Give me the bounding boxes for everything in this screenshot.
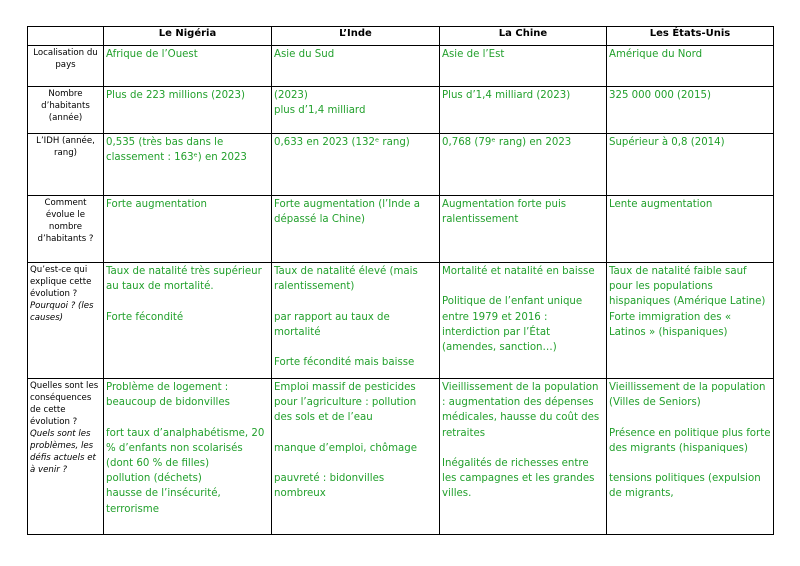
row-label-causes: Qu’est-ce qui explique cette évolution ? Pourquoi ? (les causes) xyxy=(28,263,104,379)
comparison-table xyxy=(27,26,774,535)
row-label-habitants: Nombre d’habitants (année) xyxy=(28,87,104,134)
header-etats-unis: Les États-Unis xyxy=(607,27,774,46)
row-label-evolution: Comment évolue le nombre d’habitants ? xyxy=(28,196,104,263)
header-inde: L’Inde xyxy=(272,27,440,46)
cell-inde-causes: Taux de natalité élevé (mais ralentissement) par rapport au taux de mortalité Forte fécondité mais baisse xyxy=(272,263,440,379)
row-habitants xyxy=(28,87,774,134)
cell-etats-unis-evolution: Lente augmentation xyxy=(607,196,774,263)
cell-nigeria-idh: 0,535 (très bas dans le classement : 163ᵉ) en 2023 xyxy=(104,134,272,196)
cell-inde-idh: 0,633 en 2023 (132ᵉ rang) xyxy=(272,134,440,196)
row-causes xyxy=(28,263,774,379)
cell-etats-unis-localisation: Amérique du Nord xyxy=(607,46,774,87)
row-label-idh: L’IDH (année, rang) xyxy=(28,134,104,196)
cell-chine-idh: 0,768 (79ᵉ rang) en 2023 xyxy=(440,134,607,196)
header-nigeria: Le Nigéria xyxy=(104,27,272,46)
header-row xyxy=(28,27,774,46)
cell-etats-unis-consequences: Vieillissement de la population (Villes de Seniors) Présence en politique plus forte des migrants (hispaniques) tensions politiques (expulsion de migrants, xyxy=(607,379,774,535)
cell-nigeria-habitants: Plus de 223 millions (2023) xyxy=(104,87,272,134)
header-empty xyxy=(28,27,104,46)
row-label-consequences: Quelles sont les conséquences de cette évolution ? Quels sont les problèmes, les défis actuels et à venir ? xyxy=(28,379,104,535)
cell-etats-unis-idh: Supérieur à 0,8 (2014) xyxy=(607,134,774,196)
cell-nigeria-localisation: Afrique de l’Ouest xyxy=(104,46,272,87)
cell-chine-evolution: Augmentation forte puis ralentissement xyxy=(440,196,607,263)
cell-etats-unis-habitants: 325 000 000 (2015) xyxy=(607,87,774,134)
cell-inde-evolution: Forte augmentation (l’Inde a dépassé la Chine) xyxy=(272,196,440,263)
row-localisation xyxy=(28,46,774,87)
header-chine: La Chine xyxy=(440,27,607,46)
row-idh xyxy=(28,134,774,196)
cell-inde-habitants: (2023) plus d’1,4 milliard xyxy=(272,87,440,134)
cell-chine-habitants: Plus d’1,4 milliard (2023) xyxy=(440,87,607,134)
row-consequences xyxy=(28,379,774,535)
row-label-localisation: Localisation du pays xyxy=(28,46,104,87)
cell-nigeria-evolution: Forte augmentation xyxy=(104,196,272,263)
cell-chine-causes: Mortalité et natalité en baisse Politique de l’enfant unique entre 1979 et 2016 : interdiction par l’État (amendes, sanction…) xyxy=(440,263,607,379)
row-evolution xyxy=(28,196,774,263)
cell-chine-consequences: Vieillissement de la population : augmentation des dépenses médicales, hausse du coût des retraites Inégalités de richesses entre les campagnes et les grandes villes. xyxy=(440,379,607,535)
cell-chine-localisation: Asie de l’Est xyxy=(440,46,607,87)
cell-nigeria-consequences: Problème de logement : beaucoup de bidonvilles fort taux d’analphabétisme, 20 % d’enfants non scolarisés (dont 60 % de filles) pollution (déchets) hausse de l’insécurité, terrorisme xyxy=(104,379,272,535)
row-label-causes-italic: Pourquoi ? (les causes) xyxy=(30,301,94,323)
row-label-consequences-italic: Quels sont les problèmes, les défis actuels et à venir ? xyxy=(30,429,96,475)
cell-nigeria-causes: Taux de natalité très supérieur au taux de mortalité. Forte fécondité xyxy=(104,263,272,379)
cell-etats-unis-causes: Taux de natalité faible sauf pour les populations hispaniques (Amérique Latine) Forte immigration des « Latinos » (hispaniques) xyxy=(607,263,774,379)
cell-inde-consequences: Emploi massif de pesticides pour l’agriculture : pollution des sols et de l’eau manque d’emploi, chômage pauvreté : bidonvilles nombreux xyxy=(272,379,440,535)
cell-inde-localisation: Asie du Sud xyxy=(272,46,440,87)
